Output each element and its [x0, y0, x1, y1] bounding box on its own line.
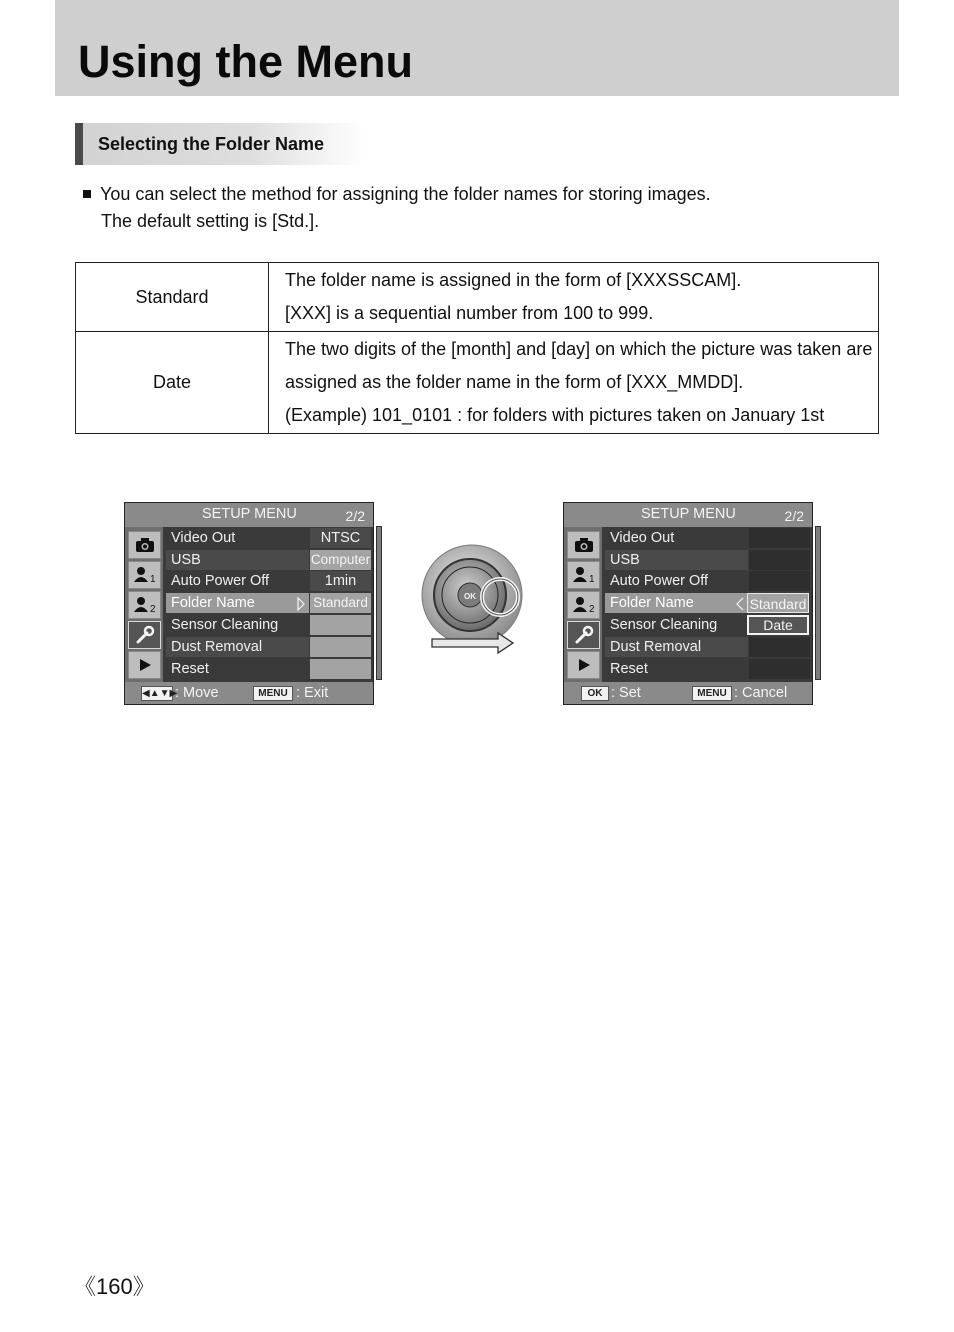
menu-tab-icons — [564, 527, 602, 682]
footer-move-label: : Move — [175, 685, 219, 701]
menu-key-icon: MENU — [692, 686, 732, 701]
intro-line-2: The default setting is [Std.]. — [101, 211, 320, 231]
value-blank — [749, 528, 810, 548]
svg-text:2: 2 — [149, 604, 156, 614]
arrow-right-icon — [430, 630, 516, 656]
menu-item-reset[interactable]: Reset — [610, 661, 648, 677]
menu-tab-icons — [125, 527, 163, 682]
custom-2-icon[interactable] — [567, 591, 600, 619]
custom-1-icon[interactable] — [128, 561, 161, 589]
camera-icon[interactable] — [567, 531, 600, 559]
value-blank — [749, 659, 810, 679]
value-reset — [310, 659, 371, 679]
chevron-right-icon — [296, 597, 306, 615]
value-blank — [749, 550, 810, 570]
value-usb: Computer — [310, 550, 371, 570]
option-key: Standard — [76, 263, 269, 332]
svg-text:1: 1 — [149, 574, 156, 584]
value-folder-name: Standard — [310, 593, 371, 613]
intro-line-1: You can select the method for assigning the folder names for storing images. — [100, 184, 711, 204]
value-dust-removal — [310, 637, 371, 657]
setup-menu-screen-right — [563, 502, 813, 705]
setup-menu-screen-left — [124, 502, 374, 705]
value-blank — [749, 571, 810, 591]
menu-item-sensor-cleaning[interactable]: Sensor Cleaning — [171, 617, 279, 633]
option-description: The two digits of the [month] and [day] on which the picture was taken are assigned as the folder name in the form of [XXX_MMDD]. (Example) 101_0101 : for folders with pictures taken on January 1st — [269, 332, 879, 434]
custom-2-icon[interactable] — [128, 591, 161, 619]
menu-item-auto-power-off[interactable]: Auto Power Off — [610, 573, 709, 589]
menu-item-usb[interactable]: USB — [166, 550, 309, 570]
scrollbar[interactable] — [376, 526, 382, 680]
screen-title: SETUP MENU — [202, 506, 297, 522]
menu-item-sensor-cleaning[interactable]: Sensor Cleaning — [610, 617, 718, 633]
chevron-left-icon — [735, 597, 745, 615]
menu-item-reset[interactable]: Reset — [171, 661, 209, 677]
section-marker — [75, 123, 83, 165]
section-header — [75, 123, 365, 165]
scrollbar[interactable] — [815, 526, 821, 680]
screen-footer — [564, 682, 812, 704]
menu-item-video-out[interactable]: Video Out — [171, 530, 236, 546]
table-row — [76, 332, 879, 434]
dial-ok-label: OK — [464, 592, 476, 601]
table-row — [76, 263, 879, 332]
value-sensor-cleaning — [310, 615, 371, 635]
screen-footer — [125, 682, 373, 704]
menu-item-dust-removal[interactable]: Dust Removal — [605, 637, 748, 657]
scroll-thumb[interactable] — [816, 527, 820, 679]
footer-exit-label: : Exit — [296, 685, 329, 701]
custom-1-icon[interactable] — [567, 561, 600, 589]
four-way-key-icon: ◀▲▼▶ — [142, 688, 178, 699]
footer-cancel-label: : Cancel — [734, 685, 788, 701]
ok-key-icon: OK — [581, 686, 609, 701]
camera-icon[interactable] — [128, 531, 161, 559]
option-table — [75, 262, 879, 434]
svg-text:1: 1 — [588, 574, 595, 584]
setup-wrench-icon[interactable] — [567, 621, 600, 649]
svg-text:2: 2 — [588, 604, 595, 614]
menu-item-folder-name[interactable]: Folder Name — [605, 593, 748, 613]
section-title: Selecting the Folder Name — [98, 134, 325, 154]
screen-page: 2/2 — [784, 508, 804, 524]
intro-text — [83, 181, 711, 235]
screen-page: 2/2 — [345, 508, 365, 524]
menu-item-auto-power-off[interactable]: Auto Power Off — [171, 573, 270, 589]
menu-item-video-out[interactable]: Video Out — [610, 530, 675, 546]
menu-item-dust-removal[interactable]: Dust Removal — [166, 637, 309, 657]
page-number: 《160》 — [74, 1274, 155, 1299]
value-blank — [749, 637, 810, 657]
footer-set-label: : Set — [611, 685, 641, 701]
play-icon[interactable] — [567, 651, 600, 679]
setup-wrench-icon[interactable] — [128, 621, 161, 649]
option-date[interactable]: Date — [747, 615, 809, 635]
option-key: Date — [76, 332, 269, 434]
value-auto-power-off: 1min — [310, 571, 371, 591]
play-icon[interactable] — [128, 651, 161, 679]
bullet-icon — [83, 190, 91, 198]
option-standard[interactable]: Standard — [747, 593, 809, 613]
screen-title: SETUP MENU — [641, 506, 736, 522]
page-title: Using the Menu — [78, 36, 413, 87]
option-description: The folder name is assigned in the form of [XXXSSCAM]. [XXX] is a sequential number from 100 to 999. — [269, 263, 879, 332]
menu-key-icon: MENU — [253, 686, 293, 701]
scroll-thumb[interactable] — [377, 527, 381, 679]
menu-item-folder-name[interactable]: Folder Name — [166, 593, 309, 613]
value-video-out: NTSC — [310, 528, 371, 548]
menu-item-usb[interactable]: USB — [605, 550, 748, 570]
